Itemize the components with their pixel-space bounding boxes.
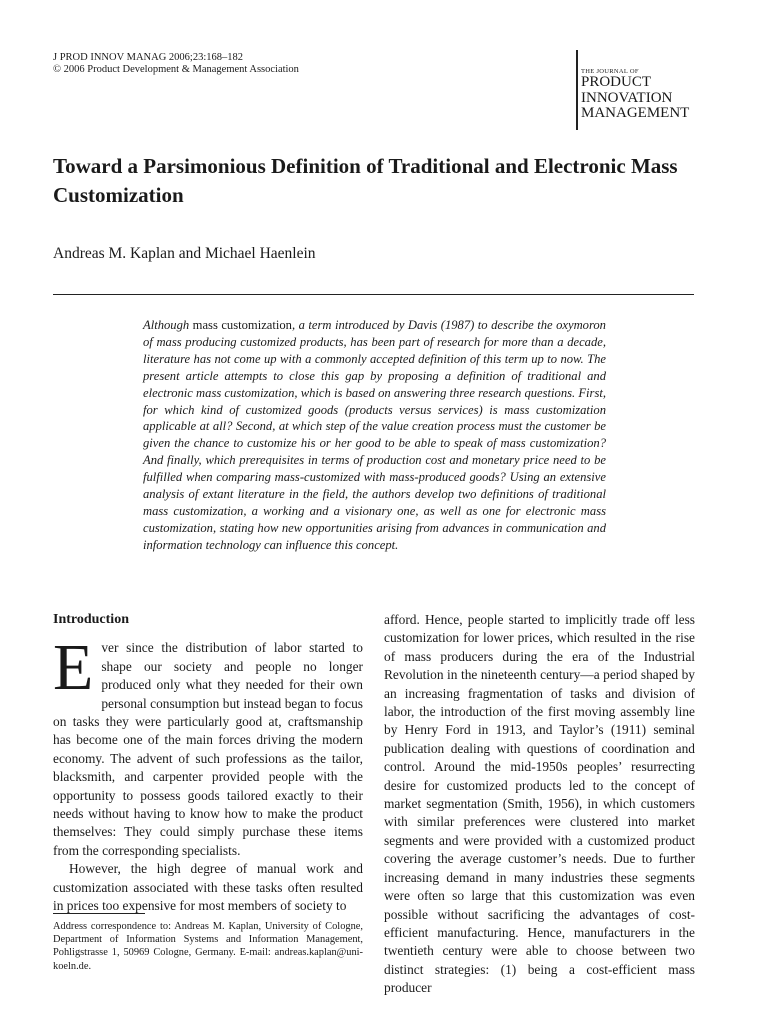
- article-authors: Andreas M. Kaplan and Michael Haenlein: [53, 245, 316, 262]
- abstract-text: , a term introduced by Davis (1987) to describe the oxymoron of mass producing customized products, has been part of research for more than a decade, literature has not come up with a commonly accepted definition of this term up to now. The present article attempts to close this gap by proposing a definition of traditional and electronic mass customization, which is based on answering three research questions. First, for which kind of customized goods (products versus services) is mass customization applicable at all? Second, at which step of the value creation process must the customer be given the chance to customize his or her good to be able to speak of mass customization? And finally, which prerequisites in terms of production cost and monetary price need to be fulfilled when comparing mass-customized with mass-produced goods? Using an extensive analysis of extant literature in the field, the authors develop two definitions of traditional mass customization, a working and a visionary one, as well as one for electronic mass customization, stating how new opportunities arising from advances in communication and information technology can influence this concept.: [143, 318, 606, 552]
- paragraph-3: afford. Hence, people started to implicitly trade off less customization for lower prices, which resulted in the rise of mass producers during the era of the Industrial Revolution in the nineteenth century—a period shaped by an increasing fragmentation of tasks and division of labor, the introduction of the first moving assembly line by Henry Ford in 1913, and Taylor’s (1911) seminal publication dealing with questions of coordination and control. Around the mid-1950s peoples’ resurrecting desire for customized products led to the concept of market segmentation (Smith, 1956), in which customers with similar preferences were clustered into market segments and were provided with a customized product covering the average customer’s needs. Due to further increasing demand in many industries these segments were often so large that this customization was even possible without sacrificing the advantages of cost-efficient manufacturing. Hence, manufacturers in the twentieth century were able to choose between two distinct strategies: (1) being a cost-efficient mass producer: [384, 612, 695, 996]
- paragraph-2: However, the high degree of manual work and customization associated with these tasks often resulted in prices too expensive for most members of society to: [53, 861, 363, 914]
- paragraph-1: [53, 631, 363, 860]
- logo-bar: [576, 50, 578, 130]
- abstract-lead: Although: [143, 318, 193, 332]
- column-right: [384, 611, 695, 998]
- logo-line-3: MANAGEMENT: [581, 105, 690, 121]
- logo-line-2: INNOVATION: [581, 89, 673, 106]
- logo-line-1: PRODUCT: [581, 74, 652, 90]
- abstract-term: mass customization: [192, 318, 292, 332]
- column-left: [53, 611, 363, 916]
- abstract: [143, 317, 606, 554]
- drop-cap: E: [53, 631, 94, 705]
- logo-small-text: THE JOURNAL OF: [581, 68, 639, 75]
- footnote: Address correspondence to: Andreas M. Kaplan, University of Cologne, Department of Information Systems and Information Management, Pohligstrasse 1, 50969 Cologne, Germany. E-mail: andreas.kaplan@uni-koeln.de.: [53, 921, 363, 972]
- title-rule: [53, 294, 694, 295]
- journal-logo: [581, 68, 689, 122]
- section-heading: Introduction: [53, 612, 129, 627]
- article-title: Toward a Parsimonious Definition of Traditional and Electronic Mass Customization: [53, 154, 678, 207]
- copyright-line: © 2006 Product Development & Management Association: [53, 64, 299, 75]
- paragraph-1-text: ver since the distribution of labor started to shape our society and people no longer produced only what they needed for their own personal consumption but instead began to focus on tasks they were particularly good at, craftsmanship has become one of the main forces driving the modern economy. The advent of such professions as the tailor, blacksmith, and carpenter provided people with the opportunity to possess goods tailored exactly to their needs without having to know how to make the product themselves: They could simply purchase these items from the corresponding specialists.: [53, 640, 363, 858]
- footnote-rule: [53, 913, 145, 914]
- journal-reference: J PROD INNOV MANAG 2006;23:168–182: [53, 52, 243, 63]
